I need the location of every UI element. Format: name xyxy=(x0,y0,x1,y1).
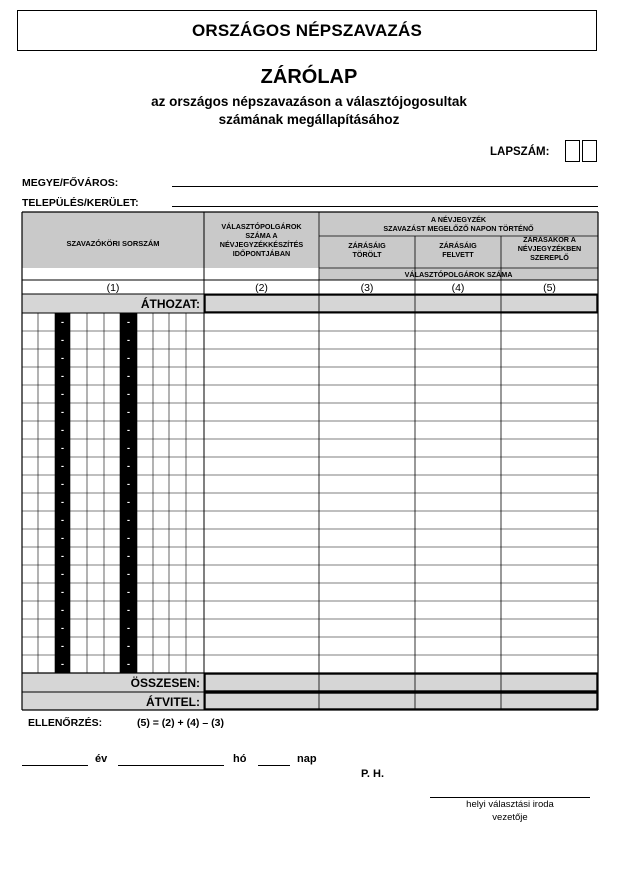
month-label: hó xyxy=(233,753,247,765)
serial-separator: - xyxy=(61,407,64,417)
signature-title-line1: helyi választási iroda xyxy=(466,799,554,810)
atvitel-label: ÁTVITEL: xyxy=(146,695,200,709)
signature-title-line2: vezetője xyxy=(492,812,528,823)
col-number-4: (4) xyxy=(451,282,465,294)
serial-separator: - xyxy=(61,425,64,435)
serial-separator: - xyxy=(61,569,64,579)
col-number-3: (3) xyxy=(360,282,374,294)
subheader-label: VÁLASZTÓPOLGÁROK SZÁMA xyxy=(404,270,513,279)
stamp-placeholder: P. H. xyxy=(361,768,385,780)
col4-header-line-1: ZÁRÁSÁIG xyxy=(439,241,477,250)
serial-separator: - xyxy=(61,461,64,471)
serial-separator: - xyxy=(61,551,64,561)
serial-separator: - xyxy=(61,515,64,525)
athozat-label: ÁTHOZAT: xyxy=(140,297,200,311)
serial-separator: - xyxy=(127,335,130,345)
col2-header-line-1: VÁLASZTÓPOLGÁROK xyxy=(221,222,302,231)
serial-separator: - xyxy=(61,335,64,345)
form-subtitle-line2: számának megállapításához xyxy=(218,112,400,127)
serial-separator: - xyxy=(127,389,130,399)
serial-separator: - xyxy=(61,353,64,363)
col5-header-line-2: NÉVJEGYZÉKBEN xyxy=(517,244,582,253)
col5-header-line-1: ZÁRÁSAKOR A xyxy=(523,235,576,244)
col2-header-line-3: NÉVJEGYZÉKKÉSZÍTÉS xyxy=(219,240,304,249)
group-header-line-2: SZAVAZÁST MEGELŐZŐ NAPON TÖRTÉNŐ xyxy=(383,224,534,233)
serial-separator: - xyxy=(127,587,130,597)
serial-separator: - xyxy=(127,659,130,669)
serial-separator: - xyxy=(127,641,130,651)
megye-label: MEGYE/FŐVÁROS: xyxy=(22,177,119,189)
serial-separator: - xyxy=(127,353,130,363)
serial-separator: - xyxy=(61,587,64,597)
form-title: ZÁRÓLAP xyxy=(260,66,358,88)
serial-separator: - xyxy=(127,443,130,453)
serial-separator: - xyxy=(61,371,64,381)
serial-separator: - xyxy=(127,515,130,525)
serial-separator: - xyxy=(61,533,64,543)
form-subtitle-line1: az országos népszavazáson a választójogosultak xyxy=(151,94,467,109)
lapszam-label: LAPSZÁM: xyxy=(490,146,550,158)
serial-separator: - xyxy=(127,461,130,471)
serial-separator: - xyxy=(61,389,64,399)
osszesen-label: ÖSSZESEN: xyxy=(130,676,200,690)
serial-separator: - xyxy=(127,407,130,417)
year-field[interactable] xyxy=(22,765,88,766)
serial-separator: - xyxy=(61,317,64,327)
serial-separator: - xyxy=(127,371,130,381)
serial-separator: - xyxy=(127,569,130,579)
serial-separator: - xyxy=(61,623,64,633)
col-number-1: (1) xyxy=(106,282,120,294)
serial-separator: - xyxy=(61,497,64,507)
check-formula: (5) = (2) + (4) – (3) xyxy=(137,717,224,729)
col2-header-line-4: IDŐPONTJÁBAN xyxy=(232,249,291,258)
check-label: ELLENŐRZÉS: xyxy=(28,717,103,729)
col5-header-line-3: SZEREPLŐ xyxy=(530,253,569,262)
group-header-line-1: A NÉVJEGYZÉK xyxy=(430,215,487,224)
col3-header-line-2: TÖRÖLT xyxy=(352,250,382,259)
serial-separator: - xyxy=(61,605,64,615)
serial-separator: - xyxy=(127,533,130,543)
serial-separator: - xyxy=(127,497,130,507)
col4-header-line-2: FELVETT xyxy=(442,250,474,259)
col3-header-line-1: ZÁRÁSÁIG xyxy=(348,241,386,250)
serial-separator: - xyxy=(61,479,64,489)
telepules-label: TELEPÜLÉS/KERÜLET: xyxy=(22,197,139,209)
serial-separator: - xyxy=(127,551,130,561)
athozat-bg xyxy=(22,294,598,313)
serial-separator: - xyxy=(127,605,130,615)
signature-line[interactable] xyxy=(430,797,590,798)
serial-separator: - xyxy=(127,479,130,489)
serial-separator: - xyxy=(61,659,64,669)
serial-separator: - xyxy=(61,641,64,651)
serial-separator: - xyxy=(61,443,64,453)
day-label: nap xyxy=(297,753,317,765)
year-label: év xyxy=(95,753,108,765)
serial-separator: - xyxy=(127,317,130,327)
col2-header-line-2: SZÁMA A xyxy=(245,231,278,240)
col-number-5: (5) xyxy=(543,282,556,294)
month-field[interactable] xyxy=(118,765,224,766)
serial-separator: - xyxy=(127,425,130,435)
day-field[interactable] xyxy=(258,765,290,766)
serial-separator: - xyxy=(127,623,130,633)
col-number-2: (2) xyxy=(255,282,268,294)
election-banner: ORSZÁGOS NÉPSZAVAZÁS xyxy=(17,10,597,51)
col1-header: SZAVAZÓKÖRI SORSZÁM xyxy=(66,239,160,248)
